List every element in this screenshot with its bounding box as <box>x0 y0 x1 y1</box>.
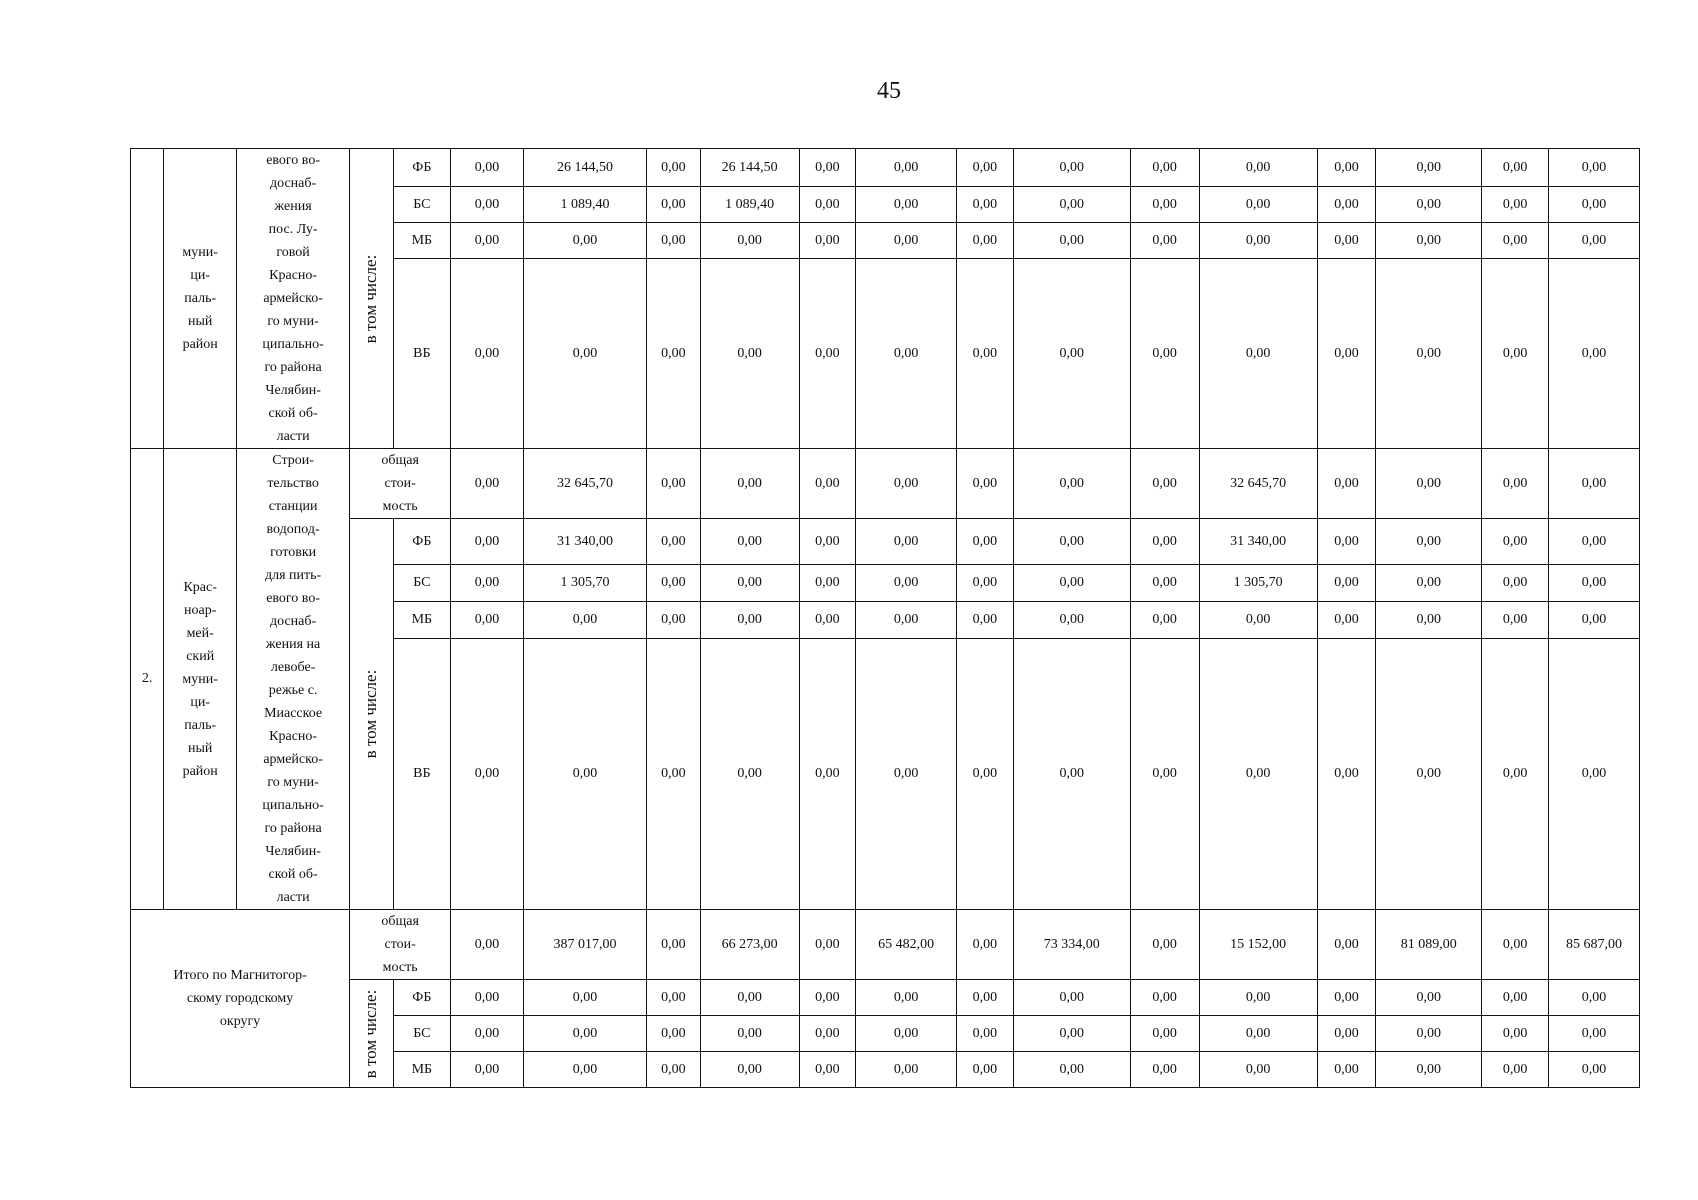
value-cell: 26 144,50 <box>523 149 646 187</box>
value-cell: 0,00 <box>1013 187 1130 223</box>
value-cell: 0,00 <box>523 1016 646 1052</box>
value-cell: 0,00 <box>700 259 799 449</box>
source-cell: БС <box>393 187 451 223</box>
value-cell: 0,00 <box>1548 223 1639 259</box>
value-cell: 0,00 <box>1199 1016 1317 1052</box>
value-cell: 0,00 <box>1130 639 1199 910</box>
value-cell: 0,00 <box>1317 149 1376 187</box>
page-number: 45 <box>877 78 901 104</box>
value-cell: 0,00 <box>451 259 524 449</box>
value-cell: 0,00 <box>451 910 524 980</box>
value-cell: 0,00 <box>647 149 701 187</box>
value-cell: 0,00 <box>856 449 957 519</box>
value-cell: 0,00 <box>1013 149 1130 187</box>
value-cell: 0,00 <box>1013 449 1130 519</box>
value-cell: 0,00 <box>1482 449 1549 519</box>
value-cell: 0,00 <box>1317 223 1376 259</box>
value-cell: 0,00 <box>957 602 1014 639</box>
value-cell: 0,00 <box>1376 259 1482 449</box>
value-cell: 0,00 <box>700 519 799 565</box>
value-cell: 0,00 <box>1548 259 1639 449</box>
value-cell: 0,00 <box>647 1016 701 1052</box>
object-name-cell: евого во- доснаб- жения пос. Лу- говой Красно- армейско- го муни- ципально- го района Челябин- ской об- ласти <box>237 149 350 449</box>
value-cell: 0,00 <box>451 149 524 187</box>
value-cell: 0,00 <box>1482 1016 1549 1052</box>
value-cell: 0,00 <box>1376 223 1482 259</box>
value-cell: 0,00 <box>523 223 646 259</box>
value-cell: 0,00 <box>647 449 701 519</box>
value-cell: 1 305,70 <box>523 565 646 602</box>
value-cell: 0,00 <box>1482 223 1549 259</box>
value-cell: 0,00 <box>647 565 701 602</box>
value-cell: 0,00 <box>799 910 856 980</box>
source-cell: ВБ <box>393 259 451 449</box>
value-cell: 0,00 <box>1317 602 1376 639</box>
value-cell: 0,00 <box>1317 1052 1376 1088</box>
value-cell: 0,00 <box>799 149 856 187</box>
municipality-cell: Крас- ноар- мей- ский муни- ци- паль- ный район <box>164 449 237 910</box>
value-cell: 0,00 <box>1130 910 1199 980</box>
table-body <box>131 149 1640 1088</box>
value-cell: 0,00 <box>1482 910 1549 980</box>
value-cell: 0,00 <box>856 149 957 187</box>
value-cell: 0,00 <box>1199 980 1317 1016</box>
value-cell: 0,00 <box>523 602 646 639</box>
value-cell: 0,00 <box>523 639 646 910</box>
value-cell: 1 089,40 <box>523 187 646 223</box>
value-cell: 0,00 <box>1130 149 1199 187</box>
value-cell: 0,00 <box>647 259 701 449</box>
value-cell: 0,00 <box>1482 1052 1549 1088</box>
value-cell: 31 340,00 <box>523 519 646 565</box>
in-that-number-label <box>350 980 393 1088</box>
value-cell: 0,00 <box>1482 980 1549 1016</box>
value-cell: 0,00 <box>957 910 1014 980</box>
value-cell: 0,00 <box>856 565 957 602</box>
table-row <box>131 910 1640 980</box>
value-cell: 0,00 <box>1376 980 1482 1016</box>
value-cell: 0,00 <box>856 602 957 639</box>
value-cell: 0,00 <box>1548 565 1639 602</box>
value-cell: 0,00 <box>1130 980 1199 1016</box>
value-cell: 0,00 <box>1013 639 1130 910</box>
table-row <box>131 149 1640 187</box>
value-cell: 0,00 <box>1548 602 1639 639</box>
value-cell: 0,00 <box>1376 639 1482 910</box>
value-cell: 15 152,00 <box>1199 910 1317 980</box>
value-cell: 0,00 <box>700 1052 799 1088</box>
value-cell: 0,00 <box>856 1052 957 1088</box>
value-cell: 0,00 <box>451 449 524 519</box>
value-cell: 0,00 <box>1317 259 1376 449</box>
municipality-cell: муни- ци- паль- ный район <box>164 149 237 449</box>
value-cell: 0,00 <box>700 449 799 519</box>
value-cell: 0,00 <box>799 187 856 223</box>
value-cell: 1 089,40 <box>700 187 799 223</box>
value-cell: 0,00 <box>1548 149 1639 187</box>
table-row <box>131 519 1640 565</box>
in-that-number-label <box>350 149 393 449</box>
value-cell: 0,00 <box>451 639 524 910</box>
total-label-cell: Итого по Магнитогор- скому городскому округу <box>131 910 350 1088</box>
value-cell: 0,00 <box>523 980 646 1016</box>
value-cell: 0,00 <box>1199 259 1317 449</box>
value-cell: 0,00 <box>1130 259 1199 449</box>
value-cell: 0,00 <box>799 602 856 639</box>
value-cell: 65 482,00 <box>856 910 957 980</box>
source-cell: БС <box>393 1016 451 1052</box>
value-cell: 0,00 <box>1317 519 1376 565</box>
value-cell: 0,00 <box>799 1016 856 1052</box>
value-cell: 0,00 <box>1013 519 1130 565</box>
value-cell: 0,00 <box>700 223 799 259</box>
total-cost-label: общая стои- мость <box>350 910 451 980</box>
value-cell: 0,00 <box>799 223 856 259</box>
value-cell: 0,00 <box>1376 1052 1482 1088</box>
value-cell: 0,00 <box>957 449 1014 519</box>
value-cell: 0,00 <box>700 602 799 639</box>
value-cell: 0,00 <box>799 449 856 519</box>
source-cell: БС <box>393 565 451 602</box>
value-cell: 0,00 <box>799 1052 856 1088</box>
value-cell: 0,00 <box>1199 602 1317 639</box>
value-cell: 0,00 <box>1199 1052 1317 1088</box>
table-row <box>131 980 1640 1016</box>
value-cell: 0,00 <box>957 1052 1014 1088</box>
source-cell: ФБ <box>393 980 451 1016</box>
value-cell: 0,00 <box>957 565 1014 602</box>
value-cell: 0,00 <box>1317 910 1376 980</box>
value-cell: 0,00 <box>451 223 524 259</box>
value-cell: 0,00 <box>1130 449 1199 519</box>
value-cell: 0,00 <box>957 223 1014 259</box>
value-cell: 0,00 <box>799 980 856 1016</box>
value-cell: 0,00 <box>1130 519 1199 565</box>
value-cell: 0,00 <box>1130 565 1199 602</box>
value-cell: 0,00 <box>957 519 1014 565</box>
value-cell: 0,00 <box>1548 449 1639 519</box>
source-cell: МБ <box>393 223 451 259</box>
value-cell: 0,00 <box>1376 149 1482 187</box>
value-cell: 0,00 <box>957 1016 1014 1052</box>
value-cell: 0,00 <box>451 519 524 565</box>
value-cell: 32 645,70 <box>523 449 646 519</box>
value-cell: 0,00 <box>1199 223 1317 259</box>
value-cell: 0,00 <box>856 223 957 259</box>
value-cell: 0,00 <box>700 980 799 1016</box>
source-cell: МБ <box>393 1052 451 1088</box>
value-cell: 0,00 <box>451 1052 524 1088</box>
value-cell: 0,00 <box>451 187 524 223</box>
value-cell: 387 017,00 <box>523 910 646 980</box>
in-that-number-label <box>350 519 393 910</box>
value-cell: 0,00 <box>1548 1052 1639 1088</box>
value-cell: 0,00 <box>1317 1016 1376 1052</box>
value-cell: 0,00 <box>647 639 701 910</box>
value-cell: 0,00 <box>451 565 524 602</box>
value-cell: 0,00 <box>799 259 856 449</box>
value-cell: 0,00 <box>1317 449 1376 519</box>
value-cell: 0,00 <box>1548 519 1639 565</box>
value-cell: 0,00 <box>799 519 856 565</box>
in-that-number-text: в том числе: <box>361 254 381 343</box>
value-cell: 0,00 <box>1376 1016 1482 1052</box>
value-cell: 0,00 <box>957 259 1014 449</box>
in-that-number-text: в том числе: <box>361 989 381 1078</box>
value-cell: 0,00 <box>1482 519 1549 565</box>
value-cell: 0,00 <box>647 187 701 223</box>
value-cell: 0,00 <box>523 1052 646 1088</box>
value-cell: 0,00 <box>1199 187 1317 223</box>
value-cell: 0,00 <box>451 1016 524 1052</box>
value-cell: 0,00 <box>1013 1052 1130 1088</box>
value-cell: 0,00 <box>957 187 1014 223</box>
value-cell: 0,00 <box>1013 565 1130 602</box>
value-cell: 0,00 <box>1199 639 1317 910</box>
value-cell: 0,00 <box>523 259 646 449</box>
value-cell: 0,00 <box>1376 519 1482 565</box>
source-cell: ФБ <box>393 519 451 565</box>
value-cell: 0,00 <box>1548 187 1639 223</box>
value-cell: 1 305,70 <box>1199 565 1317 602</box>
value-cell: 0,00 <box>1199 149 1317 187</box>
value-cell: 26 144,50 <box>700 149 799 187</box>
table-row <box>131 449 1640 519</box>
value-cell: 0,00 <box>647 519 701 565</box>
value-cell: 0,00 <box>799 565 856 602</box>
value-cell: 0,00 <box>1482 149 1549 187</box>
value-cell: 81 089,00 <box>1376 910 1482 980</box>
value-cell: 0,00 <box>1013 259 1130 449</box>
value-cell: 0,00 <box>856 519 957 565</box>
value-cell: 0,00 <box>1130 602 1199 639</box>
value-cell: 0,00 <box>1548 980 1639 1016</box>
total-cost-label: общая стои- мость <box>350 449 451 519</box>
value-cell: 0,00 <box>957 149 1014 187</box>
value-cell: 0,00 <box>856 259 957 449</box>
value-cell: 32 645,70 <box>1199 449 1317 519</box>
value-cell: 0,00 <box>1482 259 1549 449</box>
value-cell: 66 273,00 <box>700 910 799 980</box>
value-cell: 0,00 <box>1482 602 1549 639</box>
value-cell: 0,00 <box>700 565 799 602</box>
value-cell: 0,00 <box>1376 187 1482 223</box>
value-cell: 0,00 <box>700 1016 799 1052</box>
value-cell: 0,00 <box>647 223 701 259</box>
value-cell: 0,00 <box>1130 1052 1199 1088</box>
value-cell: 0,00 <box>1130 1016 1199 1052</box>
value-cell: 0,00 <box>647 910 701 980</box>
value-cell: 0,00 <box>957 980 1014 1016</box>
value-cell: 0,00 <box>1130 223 1199 259</box>
value-cell: 0,00 <box>647 980 701 1016</box>
value-cell: 0,00 <box>856 187 957 223</box>
value-cell: 0,00 <box>1317 639 1376 910</box>
value-cell: 0,00 <box>1317 565 1376 602</box>
value-cell: 0,00 <box>451 602 524 639</box>
object-name-cell: Строи- тельство станции водопод- готовки для пить- евого во- доснаб- жения на левобе- режье с. Миасское Красно- армейско- го муни- ципально- го района Челябин- ской об- ласти <box>237 449 350 910</box>
value-cell: 0,00 <box>1548 639 1639 910</box>
value-cell: 0,00 <box>957 639 1014 910</box>
value-cell: 0,00 <box>856 1016 957 1052</box>
value-cell: 0,00 <box>1548 1016 1639 1052</box>
value-cell: 0,00 <box>1013 223 1130 259</box>
value-cell: 0,00 <box>1130 187 1199 223</box>
value-cell: 31 340,00 <box>1199 519 1317 565</box>
index-cell: 2. <box>131 449 164 910</box>
source-cell: ФБ <box>393 149 451 187</box>
value-cell: 0,00 <box>856 639 957 910</box>
value-cell: 0,00 <box>1376 602 1482 639</box>
index-cell <box>131 149 164 449</box>
source-cell: ВБ <box>393 639 451 910</box>
value-cell: 0,00 <box>1482 187 1549 223</box>
value-cell: 0,00 <box>451 980 524 1016</box>
value-cell: 0,00 <box>1013 980 1130 1016</box>
value-cell: 0,00 <box>647 1052 701 1088</box>
value-cell: 0,00 <box>1013 1016 1130 1052</box>
source-cell: МБ <box>393 602 451 639</box>
value-cell: 0,00 <box>700 639 799 910</box>
value-cell: 0,00 <box>856 980 957 1016</box>
value-cell: 0,00 <box>1376 449 1482 519</box>
value-cell: 0,00 <box>647 602 701 639</box>
value-cell: 0,00 <box>1013 602 1130 639</box>
in-that-number-text: в том числе: <box>361 669 381 759</box>
value-cell: 0,00 <box>1317 980 1376 1016</box>
value-cell: 0,00 <box>799 639 856 910</box>
value-cell: 73 334,00 <box>1013 910 1130 980</box>
value-cell: 85 687,00 <box>1548 910 1639 980</box>
value-cell: 0,00 <box>1482 565 1549 602</box>
budget-table <box>130 148 1640 1088</box>
value-cell: 0,00 <box>1317 187 1376 223</box>
value-cell: 0,00 <box>1376 565 1482 602</box>
value-cell: 0,00 <box>1482 639 1549 910</box>
